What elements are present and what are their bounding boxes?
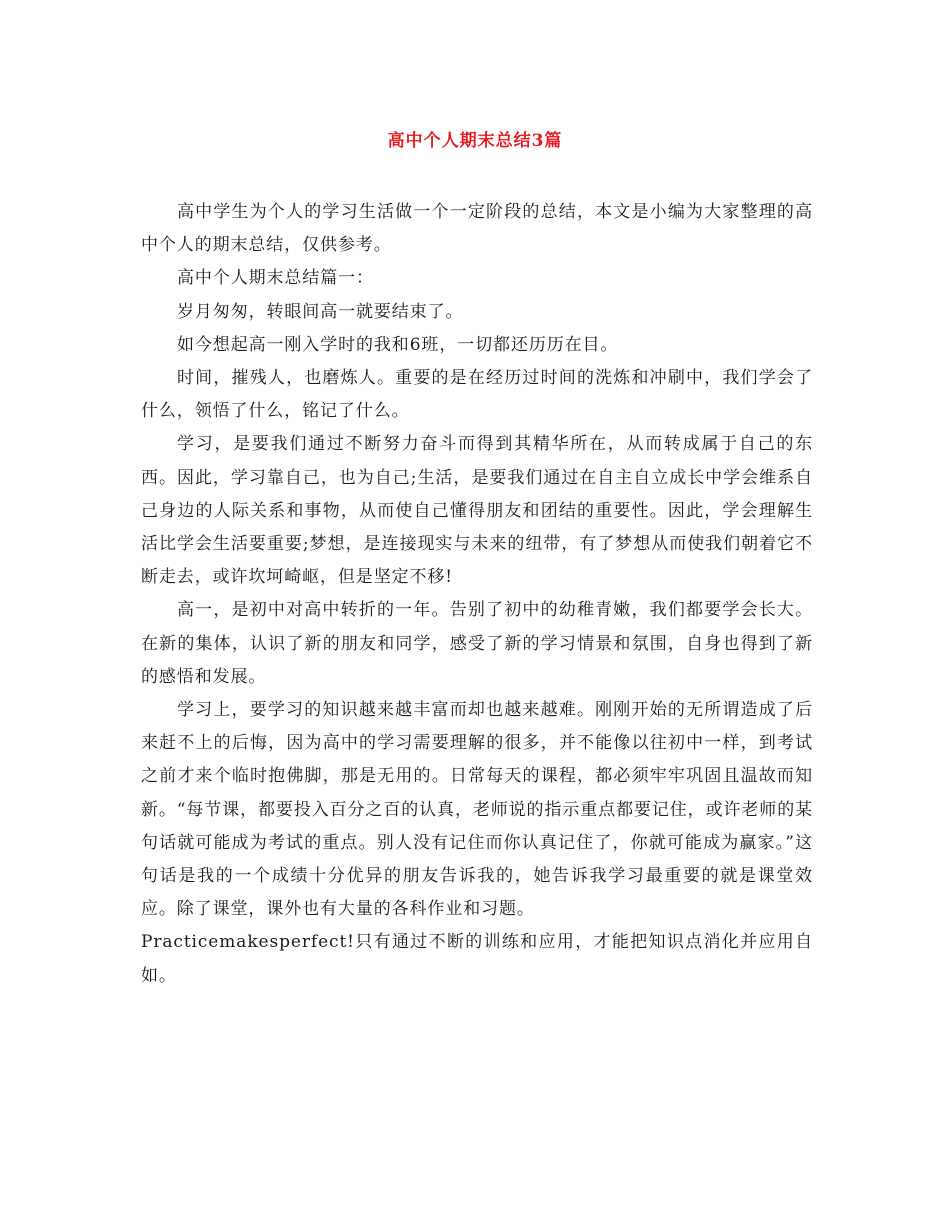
paragraph-time: 时间，摧残人，也磨炼人。重要的是在经历过时间的洗炼和冲刷中，我们学会了什么，领悟了什么，铭记了什么。	[141, 368, 813, 422]
paragraph-intro: 高中学生为个人的学习生活做一个一定阶段的总结，本文是小编为大家整理的高中个人的期末总结，仅供参考。	[141, 202, 813, 256]
paragraph-study-life-dream: 学习，是要我们通过不断努力奋斗而得到其精华所在，从而转成属于自己的东西。因此，学习靠自己，也为自己;生活，是要我们通过在自主自立成长中学会维系自己身边的人际关系和事物，从而使自己懂得朋友和团结的重要性。因此，学会理解生活比学会生活要重要;梦想，是连接现实与未来的纽带，有了梦想从而使我们朝着它不断走去，或许坎坷崎岖，但是坚定不移!	[141, 434, 813, 588]
paragraph-practice: Practicemakesperfect!只有通过不断的训练和应用，才能把知识点消化并应用自如。	[141, 932, 813, 986]
section-heading-part-one: 高中个人期末总结篇一：	[177, 268, 374, 289]
paragraph-grade-one: 高一，是初中对高中转折的一年。告别了初中的幼稚青嫩，我们都要学会长大。在新的集体，认识了新的朋友和同学，感受了新的学习情景和氛围，自身也得到了新的感悟和发展。	[141, 600, 813, 687]
paragraph-study: 学习上，要学习的知识越来越丰富而却也越来越难。刚刚开始的无所谓造成了后来赶不上的后悔，因为高中的学习需要理解的很多，并不能像以往初中一样，到考试之前才来个临时抱佛脚，那是无用的。日常每天的课程，都必须牢牢巩固且温故而知新。“每节课，都要投入百分之百的认真，老师说的指示重点都要记住，或许老师的某句话就可能成为考试的重点。别人没有记住而你认真记住了，你就可能成为赢家。”这句话是我的一个成绩十分优异的朋友告诉我的，她告诉我学习最重要的就是课堂效应。除了课堂，课外也有大量的各科作业和习题。	[141, 700, 813, 920]
paragraph-time-flies: 岁月匆匆，转眼间高一就要结束了。	[177, 301, 464, 322]
paragraph-memory: 如今想起高一刚入学时的我和6班，一切都还历历在目。	[177, 334, 619, 355]
document-title: 高中个人期末总结3篇	[387, 131, 563, 151]
document-body	[141, 196, 813, 993]
